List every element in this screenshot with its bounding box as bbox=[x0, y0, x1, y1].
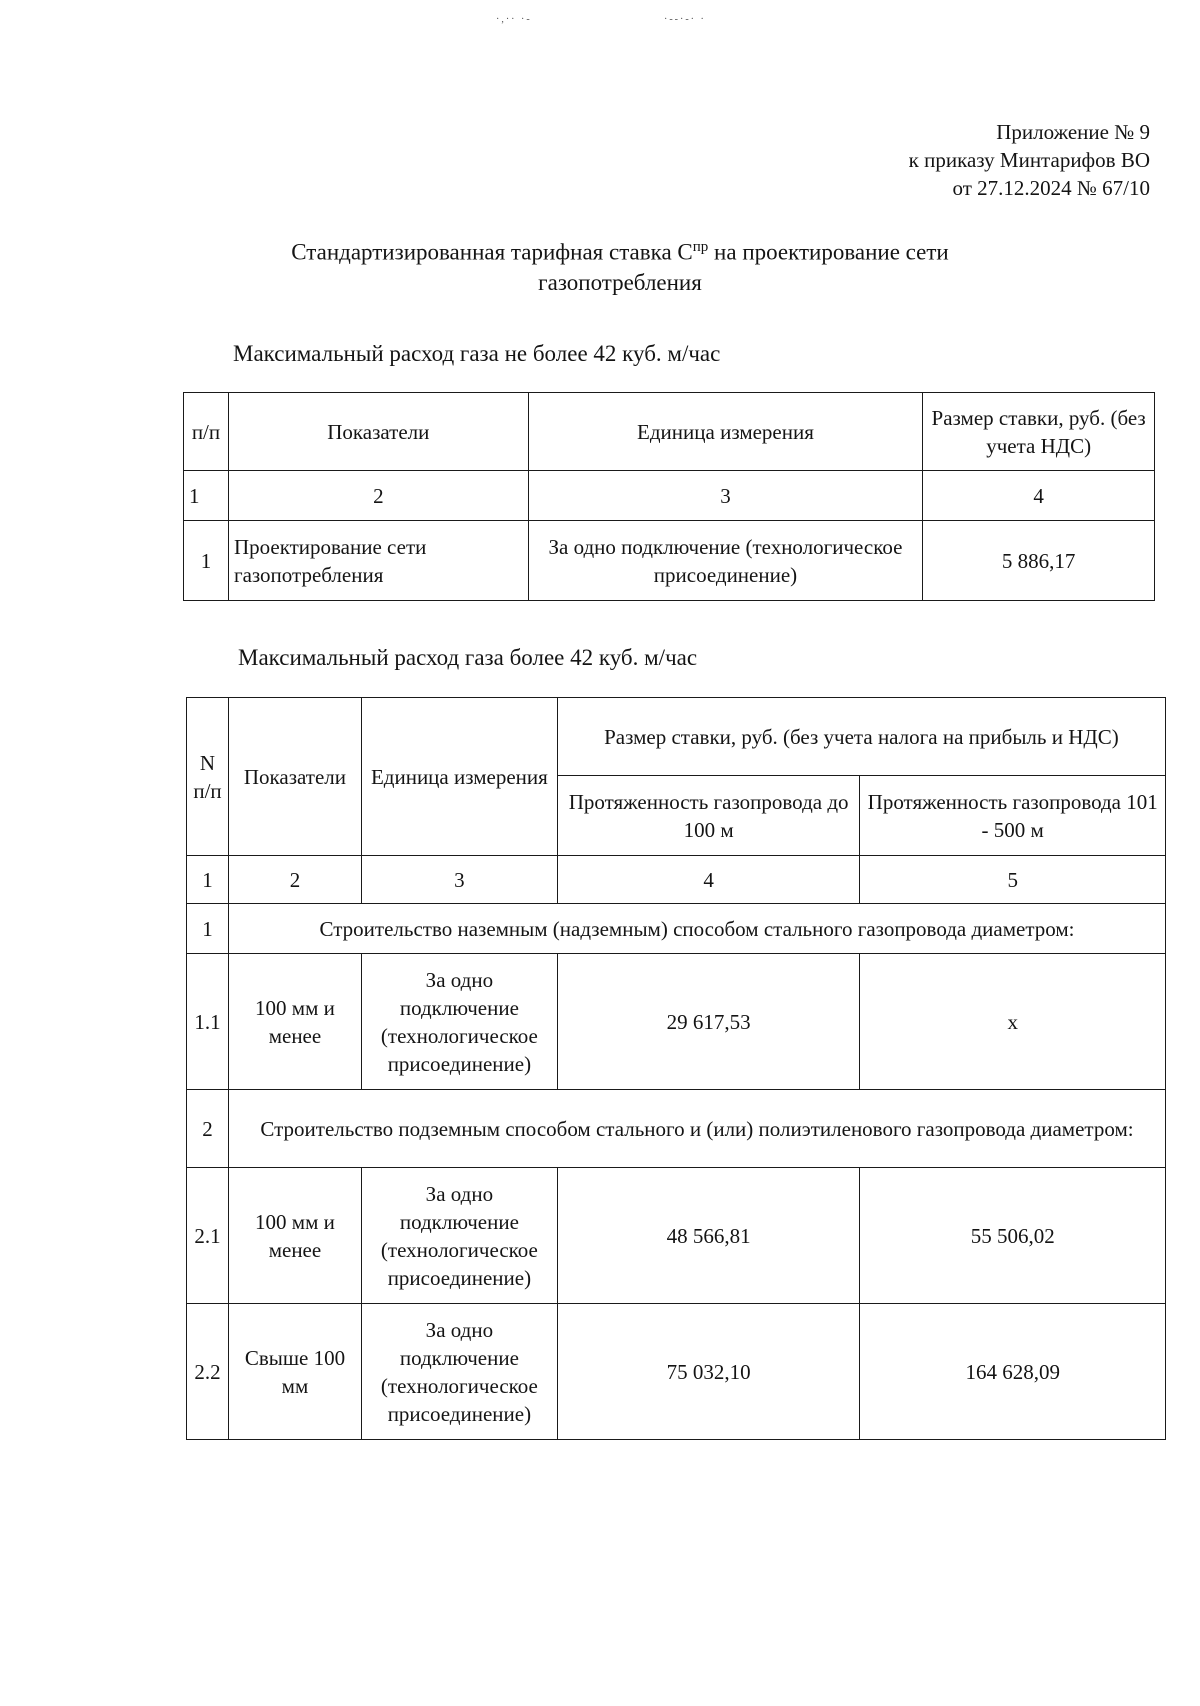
section2-heading: Максимальный расход газа более 42 куб. м/час bbox=[238, 645, 698, 670]
header-length-up-to-100: Протяженность газопровода до 100 м bbox=[557, 776, 860, 856]
header-num: п/п bbox=[184, 393, 229, 471]
row-rate-101-500: 164 628,09 bbox=[860, 1304, 1166, 1440]
row-unit: За одно подключение (технологическое присоединение) bbox=[361, 1168, 557, 1304]
header-rate: Размер ставки, руб. (без учета НДС) bbox=[923, 393, 1155, 471]
col-number: 1 bbox=[187, 856, 229, 904]
row-rate-up-to-100: 29 617,53 bbox=[557, 954, 860, 1090]
order-date-line: от 27.12.2024 № 67/10 bbox=[952, 176, 1150, 200]
table-row bbox=[187, 1304, 1166, 1440]
row-num: 1.1 bbox=[187, 954, 229, 1090]
col-number: 1 bbox=[184, 471, 229, 521]
table-row bbox=[187, 1168, 1166, 1304]
title-superscript: пр bbox=[692, 239, 709, 255]
group-num: 1 bbox=[187, 904, 229, 954]
table-header-row bbox=[184, 393, 1155, 471]
group-row bbox=[187, 1090, 1166, 1168]
rate-table-over-42 bbox=[186, 697, 1166, 1440]
row-indicator: 100 мм и менее bbox=[228, 1168, 361, 1304]
table-row bbox=[184, 521, 1155, 601]
appendix-header bbox=[790, 118, 1150, 202]
table-row bbox=[187, 954, 1166, 1090]
scan-artifact: ·--·-· · bbox=[664, 14, 706, 25]
header-rate-group: Размер ставки, руб. (без учета налога на прибыль и НДС) bbox=[557, 698, 1165, 776]
header-indicator: Показатели bbox=[228, 393, 528, 471]
group-title: Строительство наземным (надземным) способом стального газопровода диаметром: bbox=[228, 904, 1165, 954]
section1-heading: Максимальный расход газа не более 42 куб. м/час bbox=[233, 341, 721, 366]
header-unit: Единица измерения bbox=[361, 698, 557, 856]
row-indicator: Проектирование сети газопотребления bbox=[228, 521, 528, 601]
col-number: 5 bbox=[860, 856, 1166, 904]
col-number: 2 bbox=[228, 471, 528, 521]
col-number: 2 bbox=[228, 856, 361, 904]
col-number: 3 bbox=[528, 471, 923, 521]
row-unit: За одно подключение (технологическое присоединение) bbox=[361, 1304, 557, 1440]
row-num: 2.2 bbox=[187, 1304, 229, 1440]
row-rate-up-to-100: 75 032,10 bbox=[557, 1304, 860, 1440]
col-number: 4 bbox=[923, 471, 1155, 521]
row-rate-101-500: 55 506,02 bbox=[860, 1168, 1166, 1304]
row-rate-up-to-100: 48 566,81 bbox=[557, 1168, 860, 1304]
row-num: 2.1 bbox=[187, 1168, 229, 1304]
appendix-line: Приложение № 9 bbox=[996, 120, 1150, 144]
header-length-101-500: Протяженность газопровода 101 - 500 м bbox=[860, 776, 1166, 856]
row-unit: За одно подключение (технологическое присоединение) bbox=[528, 521, 923, 601]
row-indicator: Свыше 100 мм bbox=[228, 1304, 361, 1440]
header-num: N п/п bbox=[187, 698, 229, 856]
col-number: 3 bbox=[361, 856, 557, 904]
row-rate: 5 886,17 bbox=[923, 521, 1155, 601]
order-line: к приказу Минтарифов ВО bbox=[908, 148, 1150, 172]
group-num: 2 bbox=[187, 1090, 229, 1168]
row-unit: За одно подключение (технологическое присоединение) bbox=[361, 954, 557, 1090]
scan-artifact: ·,·· ·- bbox=[496, 14, 532, 25]
row-indicator: 100 мм и менее bbox=[228, 954, 361, 1090]
row-num: 1 bbox=[184, 521, 229, 601]
rate-table-up-to-42 bbox=[183, 392, 1155, 601]
group-row bbox=[187, 904, 1166, 954]
table-header-row bbox=[187, 698, 1166, 776]
header-unit: Единица измерения bbox=[528, 393, 923, 471]
title-line-2: газопотребления bbox=[538, 269, 702, 295]
col-number: 4 bbox=[557, 856, 860, 904]
title-text: Стандартизированная тарифная ставка С bbox=[291, 239, 693, 265]
title-text-after: на проектирование сети bbox=[708, 239, 949, 265]
header-indicator: Показатели bbox=[228, 698, 361, 856]
numbering-row bbox=[184, 471, 1155, 521]
document-title bbox=[180, 232, 1060, 298]
group-title: Строительство подземным способом стального и (или) полиэтиленового газопровода диаметром: bbox=[228, 1090, 1165, 1168]
row-rate-101-500: х bbox=[860, 954, 1166, 1090]
numbering-row bbox=[187, 856, 1166, 904]
